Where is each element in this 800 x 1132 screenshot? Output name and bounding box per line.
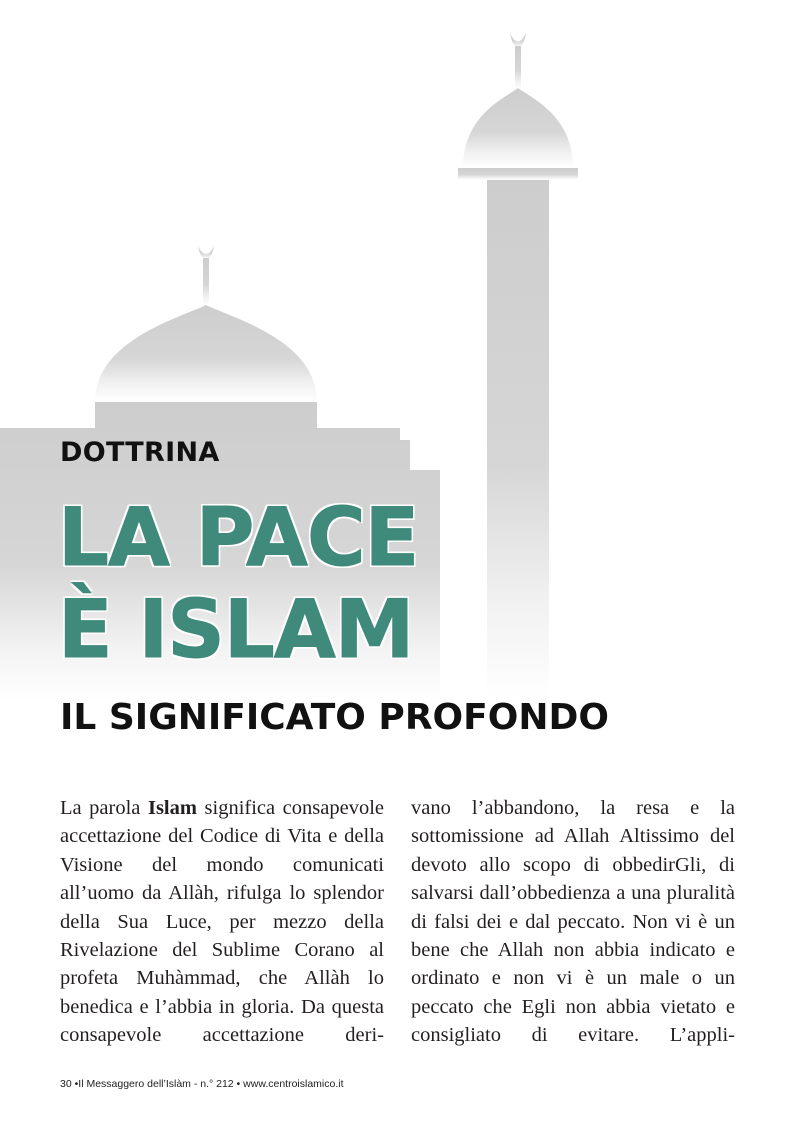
- publication-name: •Il Messaggero dell’Islàm - n.° 212 •: [74, 1078, 241, 1090]
- title-line-2: È ISLAM: [58, 583, 414, 676]
- page-footer: [60, 1078, 344, 1090]
- title-line-1: LA PACE: [58, 491, 419, 584]
- website-link[interactable]: www.centroislamico.it: [243, 1078, 344, 1090]
- minaret-balcony: [458, 168, 578, 180]
- article-column-1: [60, 794, 384, 1050]
- page-number: 30: [60, 1078, 72, 1090]
- dome-finial: [203, 258, 209, 306]
- article-text: significa consapevole accettazione del Codice di Vita e della Visione del mondo comunicati all’uomo da Allàh, rifulga lo splendor della Sua Luce, per mezzo della Rivelazione del Sublime Corano al profeta Muhàmmad, che Allàh lo benedica e l’abbia in gloria. Da questa consapevole accettazione deri-: [60, 797, 384, 1047]
- minaret-finial: [515, 46, 521, 90]
- article-column-2: vano l’abbandono, la resa e la sottomissione ad Allah Altissimo del devoto allo scopo di obbedirGli, di salvarsi dall’obbedienza a una pluralità di falsi dei e dal peccato. Non vi è un bene che Allah non abbia indicato e ordinato e non vi è un male o un peccato che Egli non abbia vietato e consigliato di evitare. L’appli-: [411, 797, 735, 1047]
- minaret-shaft: [487, 180, 549, 700]
- dome: [95, 305, 317, 402]
- section-label: DOTTRINA: [60, 437, 220, 468]
- dome-crescent-icon: [198, 246, 214, 260]
- article-text: La parola: [60, 797, 148, 819]
- article-keyword: Islam: [147, 797, 197, 819]
- minaret-crescent-icon: [510, 33, 526, 48]
- minaret-dome: [463, 88, 573, 168]
- subtitle: IL SIGNIFICATO PROFONDO: [60, 697, 609, 738]
